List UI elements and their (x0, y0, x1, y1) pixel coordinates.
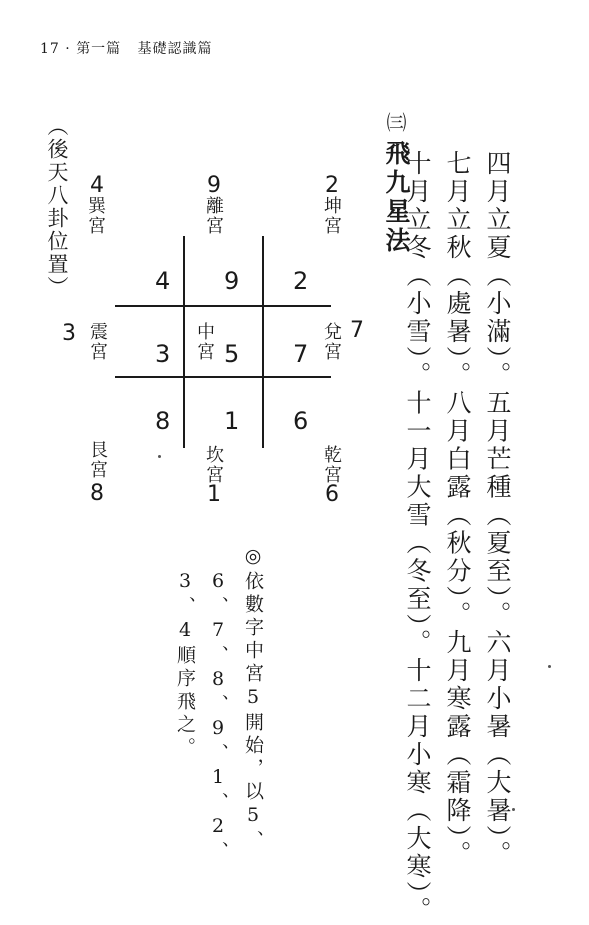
chapter-label: 第一篇 (76, 41, 122, 57)
scan-speck (548, 665, 551, 668)
center-palace-label: 中宮 (194, 322, 215, 362)
scan-speck (512, 808, 515, 811)
grid-line-top (115, 305, 331, 307)
grid-cell-2-1: 3 (155, 340, 171, 368)
bottom-right-number: 6 (325, 482, 339, 507)
grid-line-right (262, 236, 264, 448)
grid-cell-1-2: 9 (224, 267, 240, 295)
grid-cell-3-2: 1 (224, 407, 240, 435)
header-separator: · (65, 41, 71, 57)
li-palace-label: 離宮 (203, 196, 224, 236)
note-column-1: ◎依數字中宮5開始，以5、 (242, 545, 264, 853)
note-column-3: 3、4順序飛之。 (174, 570, 196, 760)
middle-right-number: 7 (350, 318, 364, 343)
grid-cell-3-1: 8 (155, 407, 171, 435)
grid-line-left (183, 236, 185, 448)
grid-cell-1-3: 2 (293, 267, 309, 295)
kan-palace-label: 坎宮 (203, 445, 224, 485)
top-right-number: 2 (325, 173, 339, 198)
zhen-palace-label: 震宮 (87, 322, 108, 362)
page-header (40, 38, 213, 58)
page-number: 17 (40, 41, 60, 57)
dui-palace-label: 兌宮 (321, 322, 342, 362)
top-left-number: 4 (90, 173, 104, 198)
qian-palace-label: 乾宮 (321, 445, 342, 485)
grid-cell-2-3: 7 (293, 340, 309, 368)
grid-line-bottom (115, 376, 331, 378)
scan-speck (158, 455, 161, 458)
chapter-title: 基礎認識篇 (137, 41, 213, 57)
text-column-2: 七月立秋（處暑）。八月白露（秋分）。九月寒露（霜降）。 (443, 150, 472, 869)
bagua-position-label: （後天八卦位置） (45, 115, 69, 299)
bottom-middle-number: 1 (207, 482, 221, 507)
grid-cell-2-2: 5 (224, 340, 240, 368)
note-column-2: 6、7、8、9、1、2、 (207, 570, 229, 864)
grid-cell-1-1: 4 (155, 267, 171, 295)
xun-palace-label: 巽宮 (85, 196, 106, 236)
middle-left-number: 3 (62, 321, 76, 346)
text-column-1: 四月立夏（小滿）。五月芒種（夏至）。六月小暑（大暑）。 (483, 150, 512, 869)
grid-cell-3-3: 6 (293, 407, 309, 435)
section-title: 飛九星法 (382, 140, 411, 256)
gen-palace-label: 艮宮 (87, 440, 108, 480)
kun-palace-label: 坤宮 (321, 196, 342, 236)
section-number: ㈢ (383, 112, 407, 132)
text-column-3: 十月立冬（小雪）。十一月大雪（冬至）。十二月小寒（大寒）。 (403, 150, 432, 925)
top-middle-number: 9 (207, 173, 221, 198)
bottom-left-number: 8 (90, 481, 104, 506)
